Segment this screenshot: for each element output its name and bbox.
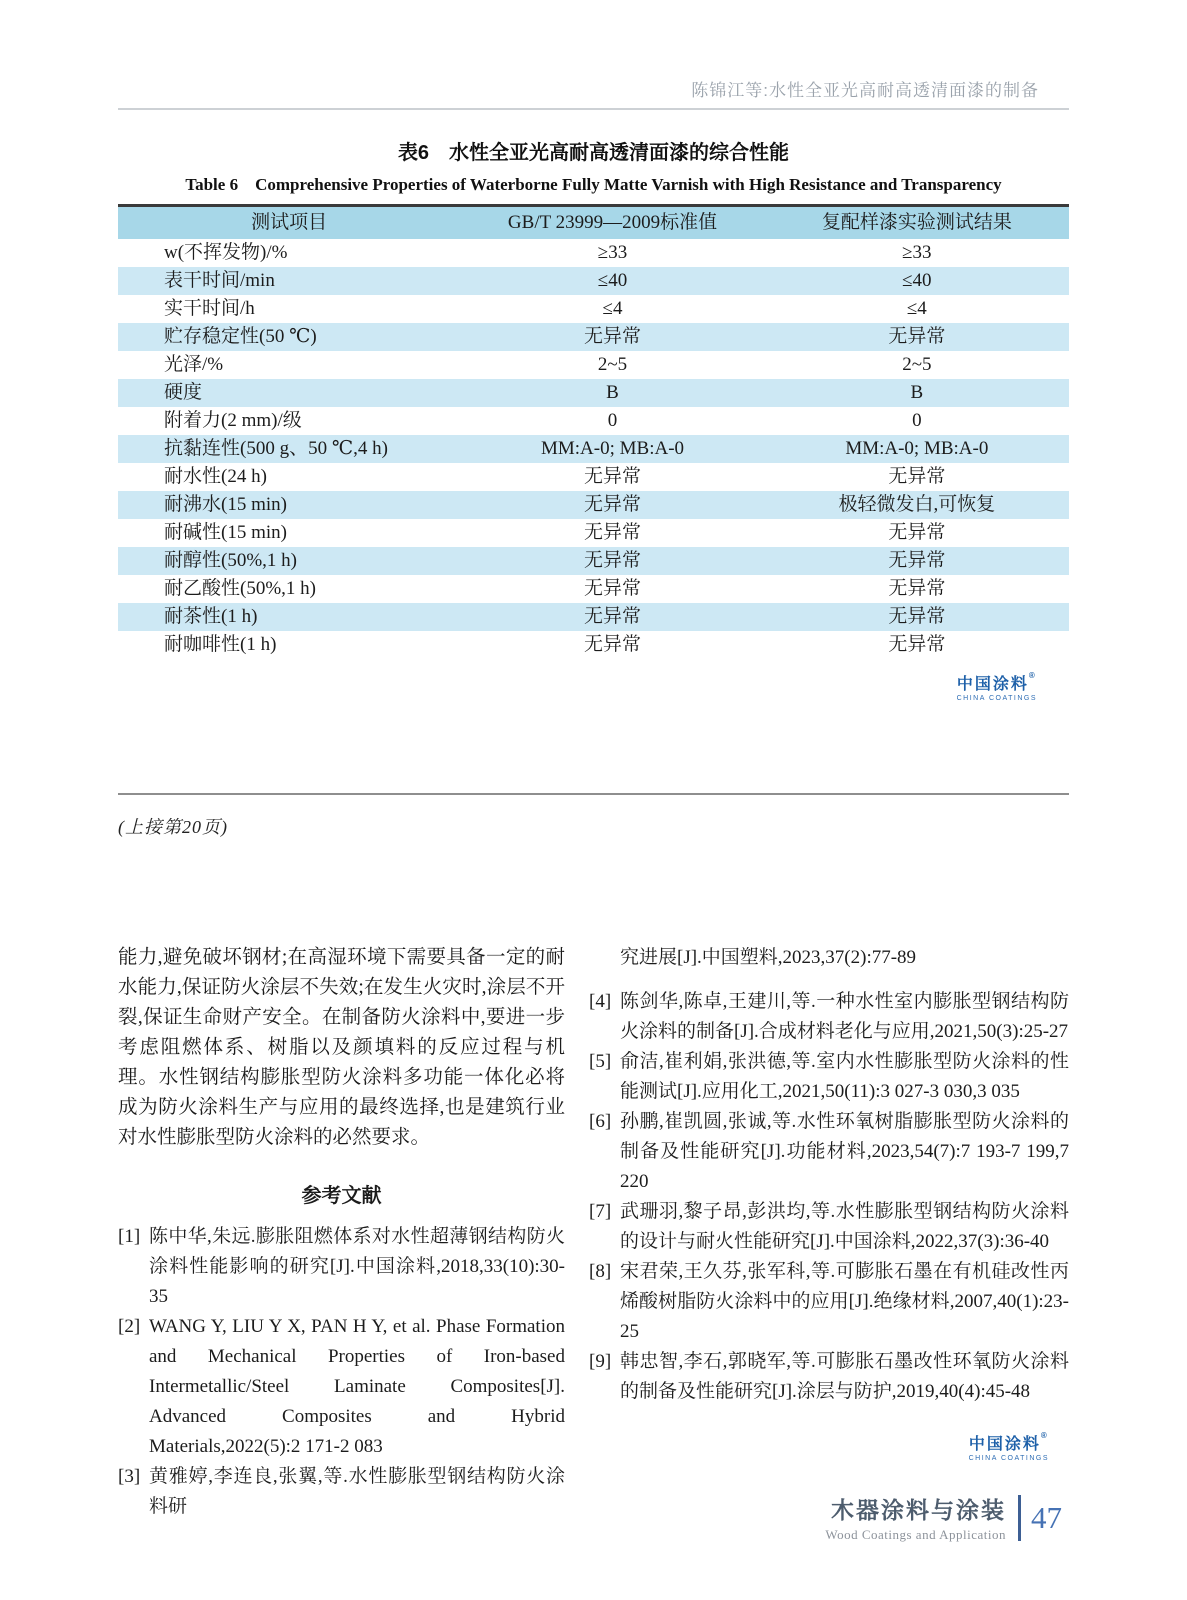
test-result: 极轻微发白,可恢复 xyxy=(765,491,1069,519)
table-row xyxy=(118,379,1069,407)
table-row xyxy=(118,631,1069,659)
standard-value: MM:A-0; MB:A-0 xyxy=(460,435,764,463)
standard-value: 无异常 xyxy=(584,634,642,655)
table-row xyxy=(118,603,1069,631)
table-row xyxy=(118,239,1069,267)
test-item: 抗黏连性(500 g、50 ℃,4 h) xyxy=(118,435,460,463)
test-result: 0 xyxy=(912,410,922,431)
standard-value: 无异常 xyxy=(460,603,764,631)
reference-continuation: 究进展[J].中国塑料,2023,37(2):77-89 xyxy=(620,946,917,968)
test-result: 2~5 xyxy=(902,354,932,375)
test-item: 表干时间/min xyxy=(118,267,460,295)
logo-text-zh: 中国涂料® xyxy=(956,670,1037,693)
test-result: ≥33 xyxy=(902,242,932,263)
reference-text: 宋君荣,王久芬,张军科,等.可膨胀石墨在有机硅改性丙烯酸树脂防火涂料中的应用[J].绝缘材料,2007,40(1):23-25 xyxy=(620,1260,1069,1342)
reference-item xyxy=(589,1197,1069,1257)
table-row xyxy=(118,575,1069,603)
table-row xyxy=(118,323,1069,351)
body-paragraph: 能力,避免破坏钢材;在高湿环境下需要具备一定的耐水能力,保证防火涂层不失效;在发生火灾时,涂层不开裂,保证生命财产安全。在制备防火涂料中,要进一步考虑阻燃体系、树脂以及颜填料的反应过程与机理。水性钢结构膨胀型防火涂料多功能一体化必将成为防火涂料生产与应用的最终选择,也是建筑行业对水性膨胀型防火涂料的必然要求。 xyxy=(118,946,565,1148)
standard-value: 0 xyxy=(607,410,618,431)
table-row xyxy=(118,407,1069,435)
test-item: 硬度 xyxy=(118,379,460,407)
reference-label: [7] xyxy=(589,1200,612,1222)
reference-label: [4] xyxy=(589,990,612,1012)
reference-item xyxy=(589,1257,1069,1347)
test-item: 耐乙酸性(50%,1 h) xyxy=(164,578,316,599)
test-item: 耐醇性(50%,1 h) xyxy=(118,547,460,575)
page-number: 47 xyxy=(1031,1499,1062,1535)
china-coatings-logo xyxy=(957,671,1037,702)
reference-item xyxy=(589,1347,1069,1407)
reference-text: 陈中华,朱远.膨胀阻燃体系对水性超薄钢结构防火涂料性能影响的研究[J].中国涂料,2018,33(10):30-35 xyxy=(149,1225,565,1307)
standard-value: 无异常 xyxy=(460,547,764,575)
continuation-note: (上接第20页) xyxy=(118,816,228,837)
standard-value: 无异常 xyxy=(460,323,764,351)
reference-item xyxy=(118,1312,565,1462)
table-row xyxy=(118,491,1069,519)
standard-value: 无异常 xyxy=(584,522,642,543)
test-item: 耐咖啡性(1 h) xyxy=(164,634,277,655)
section-divider xyxy=(118,793,1069,795)
test-result: ≤40 xyxy=(765,267,1069,295)
logo-text-zh: 中国涂料® xyxy=(968,1430,1049,1453)
test-item: 实干时间/h xyxy=(164,298,255,319)
reference-text: 陈剑华,陈卓,王建川,等.一种水性室内膨胀型钢结构防火涂料的制备[J].合成材料老化与应用,2021,50(3):25-27 xyxy=(620,990,1069,1042)
test-result: B xyxy=(765,379,1069,407)
test-result: 无异常 xyxy=(888,522,946,543)
table-row xyxy=(118,519,1069,547)
test-item: 耐水性(24 h) xyxy=(164,466,267,487)
test-item: w(不挥发物)/% xyxy=(164,242,288,263)
reference-label: [8] xyxy=(589,1260,612,1282)
table-row xyxy=(118,547,1069,575)
table-title-en: Table 6 Comprehensive Properties of Waterborne Fully Matte Varnish with High Resistance and Transparency xyxy=(185,175,1002,194)
properties-table xyxy=(118,204,1069,659)
table-row xyxy=(118,435,1069,463)
reference-text: 俞洁,崔利娟,张洪德,等.室内水性膨胀型防火涂料的性能测试[J].应用化工,2021,50(11):3 027-3 030,3 035 xyxy=(620,1050,1069,1102)
standard-value: B xyxy=(460,379,764,407)
reference-text: 黄雅婷,李连良,张翼,等.水性膨胀型钢结构防火涂料研 xyxy=(149,1465,565,1517)
journal-name-zh: 木器涂料与涂装 xyxy=(831,1497,1006,1523)
reference-label: [2] xyxy=(118,1315,141,1337)
standard-value: 2~5 xyxy=(597,354,628,375)
reference-label: [1] xyxy=(118,1225,141,1247)
test-item: 耐茶性(1 h) xyxy=(118,603,460,631)
footer-divider-bar xyxy=(1018,1495,1021,1541)
journal-name-en: Wood Coatings and Application xyxy=(825,1527,1006,1542)
test-item: 贮存稳定性(50 ℃) xyxy=(118,323,460,351)
reference-label: [9] xyxy=(589,1350,612,1372)
china-coatings-logo xyxy=(969,1431,1049,1462)
logo-text-en: CHINA COATINGS xyxy=(968,1454,1049,1462)
reference-item xyxy=(589,987,1069,1047)
test-item: 耐沸水(15 min) xyxy=(118,491,460,519)
table-row xyxy=(118,463,1069,491)
reference-list-left xyxy=(118,1222,565,1522)
test-result: 无异常 xyxy=(888,634,946,655)
standard-value: 无异常 xyxy=(460,491,764,519)
reference-item xyxy=(118,1222,565,1312)
test-item: 光泽/% xyxy=(164,354,224,375)
table-row xyxy=(118,295,1069,323)
reference-text: 韩忠智,李石,郭晓军,等.可膨胀石墨改性环氧防火涂料的制备及性能研究[J].涂层与防护,2019,40(4):45-48 xyxy=(620,1350,1069,1402)
reference-item xyxy=(118,1462,565,1522)
registered-mark: ® xyxy=(1040,1430,1049,1440)
table-header-row xyxy=(118,206,1069,239)
test-item: 附着力(2 mm)/级 xyxy=(164,410,302,431)
logo-text-en: CHINA COATINGS xyxy=(956,694,1037,702)
column-header-standard: GB/T 23999—2009标准值 xyxy=(460,206,764,239)
test-result: MM:A-0; MB:A-0 xyxy=(765,435,1069,463)
column-header-result: 复配样漆实验测试结果 xyxy=(765,206,1069,239)
reference-item xyxy=(589,1047,1069,1107)
standard-value: ≤40 xyxy=(460,267,764,295)
test-result: 无异常 xyxy=(888,466,946,487)
page-footer xyxy=(825,1492,1062,1543)
reference-list-right xyxy=(589,987,1069,1407)
column-header-test-item: 测试项目 xyxy=(118,206,460,239)
table-title-zh: 表6 水性全亚光高耐高透清面漆的综合性能 xyxy=(397,142,790,164)
standard-value: 无异常 xyxy=(584,466,642,487)
test-result: 无异常 xyxy=(765,603,1069,631)
reference-label: [6] xyxy=(589,1110,612,1132)
standard-value: ≤4 xyxy=(602,298,623,319)
reference-item xyxy=(589,1107,1069,1197)
test-result: 无异常 xyxy=(888,578,946,599)
registered-mark: ® xyxy=(1028,670,1037,680)
standard-value: 无异常 xyxy=(584,578,642,599)
test-result: 无异常 xyxy=(765,323,1069,351)
running-head: 陈锦江等:水性全亚光高耐高透清面漆的制备 xyxy=(691,81,1039,100)
standard-value: ≥33 xyxy=(597,242,628,263)
test-item: 耐碱性(15 min) xyxy=(164,522,287,543)
test-result: 无异常 xyxy=(765,547,1069,575)
reference-text: 孙鹏,崔凯圆,张诚,等.水性环氧树脂膨胀型防火涂料的制备及性能研究[J].功能材料,2023,54(7):7 193-7 199,7 220 xyxy=(620,1110,1069,1192)
reference-text: WANG Y, LIU Y X, PAN H Y, et al. Phase Formation and Mechanical Properties of Iron-based Intermetallic/Steel Laminate Composites[J]. Advanced Composites and Hybrid Materials,2022(5):2 171-2 083 xyxy=(149,1315,565,1457)
reference-label: [5] xyxy=(589,1050,612,1072)
reference-text: 武珊羽,黎子昂,彭洪均,等.水性膨胀型钢结构防火涂料的设计与耐火性能研究[J].中国涂料,2022,37(3):36-40 xyxy=(620,1200,1069,1252)
table-row xyxy=(118,267,1069,295)
references-heading: 参考文献 xyxy=(301,1184,382,1207)
reference-label: [3] xyxy=(118,1465,141,1487)
header-divider xyxy=(118,108,1069,110)
table-row xyxy=(118,351,1069,379)
test-result: ≤4 xyxy=(906,298,927,319)
